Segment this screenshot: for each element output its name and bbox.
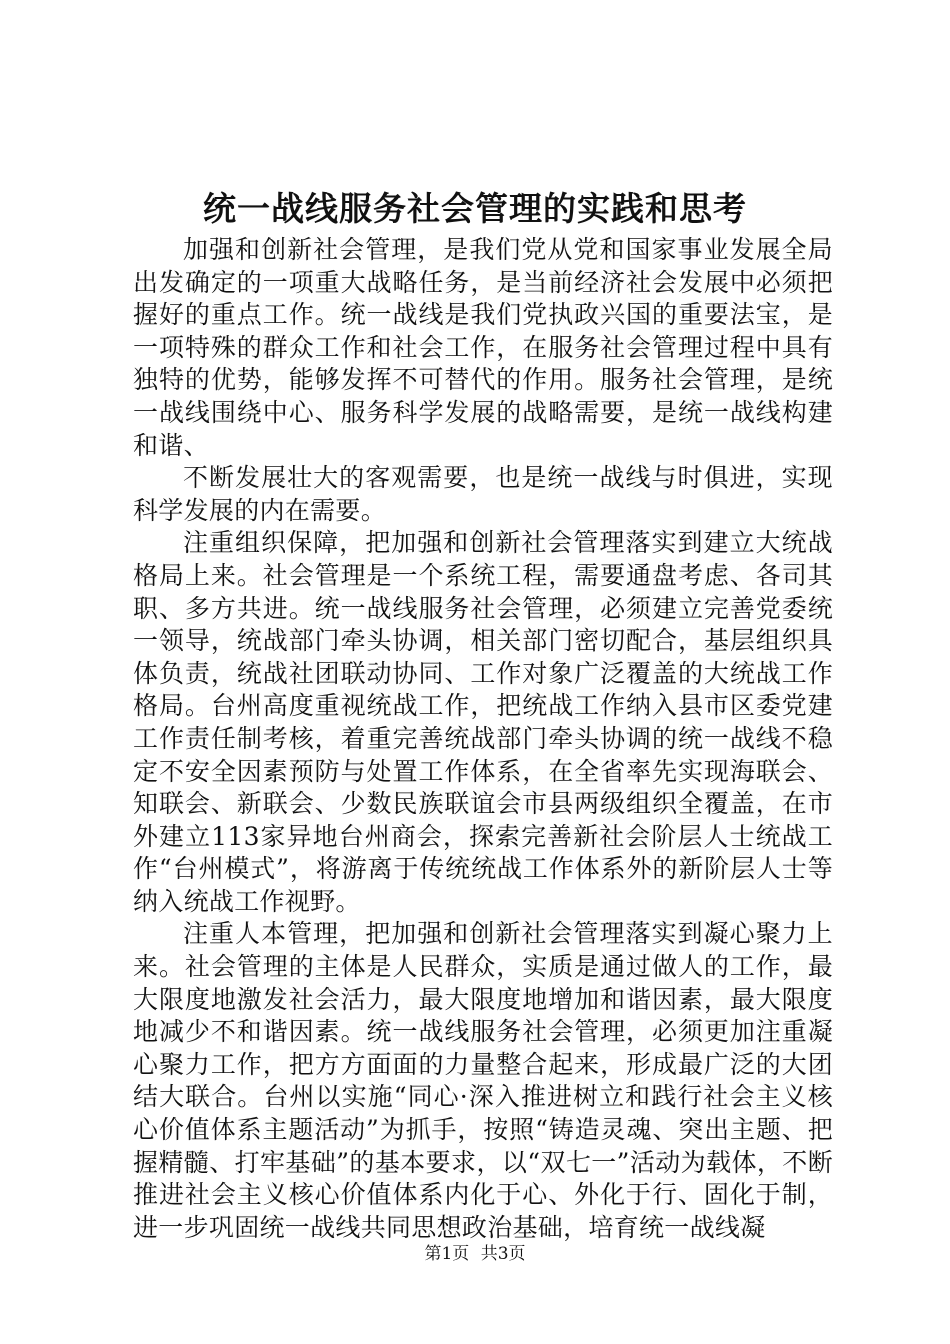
paragraph: 注重组织保障，把加强和创新社会管理落实到建立大统战格局上来。社会管理是一个系统工程，需要通盘考虑、各司其职、多方共进。统一战线服务社会管理，必须建立完善党委统一领导，统战部门牵头协调，相关部门密切配合，基层组织具体负责，统战社团联动协同、工作对象广泛覆盖的大统战工作格局。台州高度重视统战工作，把统战工作纳入县市区委党建工作责任制考核，着重完善统战部门牵头协调的统一战线不稳定不安全因素预防与处置工作体系，在全省率先实现海联会、知联会、新联会、少数民族联谊会市县两级组织全覆盖，在市外建立113家异地台州商会，探索完善新社会阶层人士统战工作“台州模式”，将游离于传统统战工作体系外的新阶层人士等纳入统战工作视野。 [133,528,833,916]
page-number-current: 第1页 [424,1244,470,1264]
paragraph: 不断发展壮大的客观需要，也是统一战线与时俱进，实现科学发展的内在需要。 [133,463,833,525]
document-title: 统一战线服务社会管理的实践和思考 [203,189,747,228]
paragraph: 加强和创新社会管理，是我们党从党和国家事业发展全局出发确定的一项重大战略任务，是当前经济社会发展中必须把握好的重点工作。统一战线是我们党执政兴国的重要法宝，是一项特殊的群众工作和社会工作，在服务社会管理过程中具有独特的优势，能够发挥不可替代的作用。服务社会管理，是统一战线围绕中心、服务科学发展的战略需要，是统一战线构建和谐、 [133,235,833,460]
page-number-total: 共3页 [480,1244,526,1264]
paragraph: 注重人本管理，把加强和创新社会管理落实到凝心聚力上来。社会管理的主体是人民群众，实质是通过做人的工作，最大限度地激发社会活力，最大限度地增加和谐因素，最大限度地减少不和谐因素。统一战线服务社会管理，必须更加注重凝心聚力工作，把方方面面的力量整合起来，形成最广泛的大团结大联合。台州以实施“同心·深入推进树立和践行社会主义核心价值体系主题活动”为抓手，按照“铸造灵魂、突出主题、把握精髓、打牢基础”的基本要求，以“双七一”活动为载体，不断推进社会主义核心价值体系内化于心、外化于行、固化于制，进一步巩固统一战线共同思想政治基础，培育统一战线凝 [133,919,833,1242]
document-body [133,234,833,1244]
page-footer [0,1242,950,1266]
